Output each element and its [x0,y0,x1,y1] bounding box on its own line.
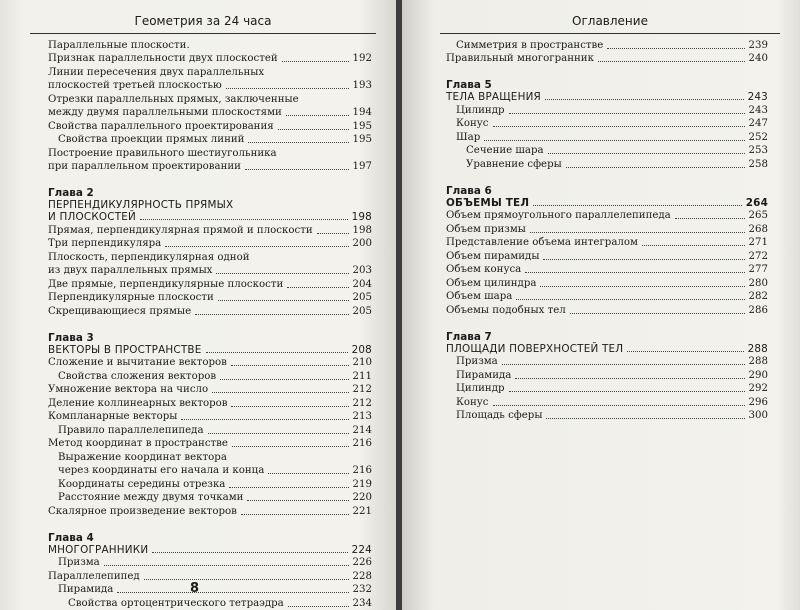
dot-leader [545,99,744,100]
dot-leader [642,245,745,246]
chapter-label: Глава 4 [48,531,94,544]
entry-page: 200 [352,238,372,249]
chapter-label: Глава 7 [446,330,492,343]
dot-leader [570,313,745,314]
entry-title: Конус [456,396,489,408]
entry-page: 240 [748,53,768,64]
chapter-block [48,332,372,518]
entry-page: 226 [352,557,372,568]
toc-entry [48,279,372,291]
entry-title: Объем конуса [446,264,522,275]
toc-entry [48,384,372,396]
entry-title: Скалярное произведение векторов [48,505,237,517]
entry-page: 205 [352,305,372,317]
entry-title: Построение правильного шестиугольника [48,147,277,159]
chapter-label: Глава 2 [48,187,94,199]
entry-title: Цилиндр [456,383,505,394]
toc-entry [48,292,372,304]
entry-page: 213 [352,411,372,422]
entry-page: 239 [748,39,768,51]
entry-page: 265 [748,210,768,221]
entry-title: Метод координат в пространстве [48,438,228,449]
dot-leader [248,142,348,143]
toc-entry [446,383,768,395]
dot-leader [530,232,745,233]
dot-leader [181,419,348,420]
dot-leader [548,153,745,154]
chapter-label: Глава 5 [446,79,492,91]
chapter-block [48,187,372,318]
toc-entry [446,278,768,290]
entry-title: Цилиндр [456,104,505,116]
entry-page: 221 [352,505,372,517]
dot-leader [502,364,745,365]
toc-entry [446,40,768,52]
page-number: 8 [190,581,200,596]
entry-title: Призма [58,557,100,568]
toc-entry [48,492,372,504]
entry-title: Плоскость, перпендикулярная одной [48,251,250,263]
dot-leader [117,592,348,593]
entry-title: Скрещивающиеся прямые [48,305,192,317]
dot-leader [282,61,349,62]
toc-entry [446,145,768,157]
toc-entry [48,398,372,410]
toc-entry [48,238,372,250]
toc-entry [446,251,768,263]
entry-title: Параллельные плоскости. [48,39,190,51]
entry-title: Расстояние между двумя точками [58,492,244,503]
toc-entry [48,161,372,173]
running-header-left: Геометрия за 24 часа [30,8,376,34]
toc-entry [446,370,768,382]
dot-leader [245,169,349,170]
dot-leader [516,299,744,300]
toc-entry [446,210,768,222]
toc-entry [48,225,372,237]
toc-entry [48,265,372,277]
chapter-page: 198 [351,211,372,223]
toc-entry [48,479,372,491]
entry-title: Две прямые, перпендикулярные плоскости [48,278,284,290]
entry-title: между двумя параллельными плоскостями [48,107,282,118]
entry-title: Пирамида [456,369,512,381]
entry-page: 203 [352,265,372,276]
toc-entry [48,584,372,596]
entry-page: 216 [352,438,372,449]
toc-entry [446,118,768,130]
toc-column-right [446,38,768,422]
entry-title: из двух параллельных прямых [48,265,213,276]
dot-leader [288,606,349,607]
dot-leader [232,446,349,447]
entry-page: 228 [352,570,372,582]
entry-title: Выражение координат вектора [58,451,227,463]
chapter-title-text: ПЕРПЕНДИКУЛЯРНОСТЬ ПРЯМЫХ [48,199,234,211]
entry-page: 282 [748,291,768,302]
entry-title: Пирамида [58,584,114,595]
entry-title: при параллельном проектировании [48,161,241,172]
dot-leader [220,379,348,380]
entry-title: Сложение и вычитание векторов [48,357,227,368]
chapter-title-text: ВЕКТОРЫ В ПРОСТРАНСТВЕ [48,343,202,356]
chapter-title [446,91,768,103]
entry-title: Признак параллельности двух плоскостей [48,53,278,64]
toc-entry [446,159,768,171]
toc-entry [48,452,372,464]
toc-entry [48,571,372,583]
entry-title: Деление коллинеарных векторов [48,397,228,409]
dot-leader [268,473,348,474]
toc-entry [48,53,372,65]
toc-entry [446,356,768,368]
toc-entry [48,598,372,610]
dot-leader [216,273,348,274]
chapter-title [48,544,372,556]
dot-leader [675,218,745,219]
entry-title: Отрезки параллельных прямых, заключенные [48,93,299,105]
toc-entry [446,397,768,409]
entry-page: 268 [748,223,768,235]
entry-title: Линии пересечения двух параллельных [48,66,265,78]
entry-title: плоскостей третьей плоскостью [48,80,222,91]
entry-title: Конус [456,118,489,129]
entry-page: 220 [352,492,372,503]
chapter-block [48,532,372,610]
toc-entry [48,67,372,79]
toc-column-left [48,38,372,610]
entry-page: 253 [748,145,768,156]
dot-leader [229,487,348,488]
chapter-title-text: ТЕЛА ВРАЩЕНИЯ [446,91,541,103]
entry-page: 288 [748,356,768,367]
entry-title: Представление объема интегралом [446,237,638,248]
chapter-page: 224 [351,543,372,556]
toc-entry [446,237,768,249]
entry-title: Параллелепипед [48,570,140,582]
chapter-title-text: И ПЛОСКОСТЕЙ [48,211,137,223]
chapter-page: 208 [351,343,372,356]
entry-title: Свойства сложения векторов [58,370,217,382]
toc-entry [48,411,372,423]
entry-page: 292 [748,383,768,394]
dot-leader [627,351,743,352]
chapter-page: 264 [745,196,768,209]
chapter-title [48,211,372,223]
entry-page: 192 [352,53,372,64]
entry-page: 232 [352,584,372,595]
dot-leader [317,233,349,234]
toc-entry [48,306,372,318]
entry-title: Прямая, перпендикулярная прямой и плоскости [48,224,313,236]
dot-leader [484,140,744,141]
dot-leader [144,579,349,580]
toc-entry [48,371,372,383]
dot-leader [287,287,348,288]
entry-page: 219 [352,478,372,490]
toc-entry [446,305,768,317]
dot-leader [218,300,349,301]
entry-page: 216 [352,465,372,476]
chapter-label: Глава 3 [48,331,94,344]
entry-title: Свойства проекции прямых линий [58,134,245,145]
chapter-page: 243 [747,91,768,103]
toc-entry [48,80,372,92]
dot-leader [231,365,349,366]
chapter-block [446,185,768,317]
entry-page: 252 [748,131,768,143]
toc-entry [48,107,372,119]
dot-leader [607,48,744,49]
dot-leader [278,129,349,130]
dot-leader [212,392,348,393]
chapter-title-text: ПЛОЩАДИ ПОВЕРХНОСТЕЙ ТЕЛ [446,342,624,355]
entry-page: 277 [748,264,768,275]
entry-page: 195 [352,134,372,145]
entry-page: 214 [352,424,372,436]
dot-leader [566,167,745,168]
dot-leader [226,88,349,89]
entry-page: 300 [748,410,768,421]
dot-leader [165,246,348,247]
toc-entry [446,410,768,422]
entry-page: 234 [352,597,372,609]
entry-page: 280 [748,277,768,289]
entry-page: 212 [352,397,372,409]
dot-leader [540,286,744,287]
entry-title: Свойства ортоцентрического тетраэдра [68,597,284,609]
entry-page: 211 [352,370,372,382]
entry-title: Свойства параллельного проектирования [48,120,274,132]
entry-page: 243 [748,104,768,116]
dot-leader [241,514,349,515]
entry-page: 198 [352,224,372,236]
entry-title: Объем пирамиды [446,250,540,262]
entry-page: 258 [748,158,768,170]
entry-title: Уравнение сферы [466,158,562,170]
entry-title: Объем прямоугольного параллелепипеда [446,210,671,221]
dot-leader [140,219,348,220]
entry-page: 205 [352,292,372,303]
dot-leader [208,433,349,434]
entry-title: Три перпендикуляра [48,238,162,249]
toc-entry [446,53,768,65]
left-page [0,0,398,610]
entry-page: 286 [748,304,768,316]
entry-title: Координаты середины отрезка [58,478,226,490]
toc-entry [48,252,372,264]
chapter-title [446,197,768,209]
entry-title: Сечение шара [466,145,544,156]
dot-leader [152,552,347,553]
entry-page: 197 [352,161,372,172]
toc-entry [48,121,372,133]
dot-leader [231,406,348,407]
dot-leader [525,272,744,273]
toc-entry [446,105,768,117]
dot-leader [509,391,745,392]
dot-leader [104,565,349,566]
entry-title: Умножение вектора на число [48,384,209,395]
toc-entry [48,357,372,369]
dot-leader [546,418,744,419]
entry-page: 204 [352,278,372,290]
dot-leader [206,352,348,353]
entry-title: Шар [456,131,481,143]
dot-leader [247,500,348,501]
right-page [402,0,800,610]
toc-entry [446,264,768,276]
entry-page: 210 [352,357,372,368]
chapter-page: 288 [747,342,768,355]
entry-title: Объемы подобных тел [446,304,566,316]
toc-entry [48,148,372,160]
chapter-title [48,344,372,356]
entry-page: 195 [352,120,372,132]
entry-title: Объем призмы [446,223,526,235]
toc-entry [48,506,372,518]
toc-entry [48,40,372,52]
dot-leader [515,378,744,379]
chapter-title-text: МНОГОГРАННИКИ [48,543,149,556]
entry-page: 193 [352,80,372,91]
toc-entry [446,224,768,236]
entry-page: 290 [748,369,768,381]
toc-entry [48,557,372,569]
chapter-label: Глава 6 [446,184,492,197]
entry-title: через координаты его начала и конца [58,465,265,476]
running-header-right: Оглавление [440,8,780,34]
toc-entry [48,438,372,450]
toc-entry [48,94,372,106]
entry-page: 212 [352,384,372,395]
entry-page: 296 [748,396,768,408]
entry-title: Правильный многогранник [446,53,594,64]
dot-leader [493,405,745,406]
chapter-title [48,199,372,211]
toc-entry [446,291,768,303]
entry-page: 272 [748,250,768,262]
chapter-title-text: ОБЪЕМЫ ТЕЛ [446,196,530,209]
toc-entry [48,465,372,477]
entry-title: Правило параллелепипеда [58,424,204,436]
entry-page: 271 [748,237,768,248]
entry-title: Объем шара [446,291,513,302]
toc-entry [446,132,768,144]
entry-page: 247 [748,118,768,129]
entry-title: Призма [456,356,498,367]
dot-leader [543,259,744,260]
entry-page: 194 [352,107,372,118]
chapter-block [446,331,768,423]
entry-title: Объем цилиндра [446,277,537,289]
dot-leader [286,115,349,116]
dot-leader [509,113,745,114]
dot-leader [533,205,742,206]
chapter-block [446,79,768,171]
toc-entry [48,134,372,146]
dot-leader [598,61,745,62]
toc-entry [48,425,372,437]
chapter-title [446,343,768,355]
entry-title: Компланарные векторы [48,411,178,422]
dot-leader [195,314,348,315]
entry-title: Площадь сферы [456,410,543,421]
entry-title: Перпендикулярные плоскости [48,292,214,303]
entry-title: Симметрия в пространстве [456,39,604,51]
dot-leader [493,126,745,127]
